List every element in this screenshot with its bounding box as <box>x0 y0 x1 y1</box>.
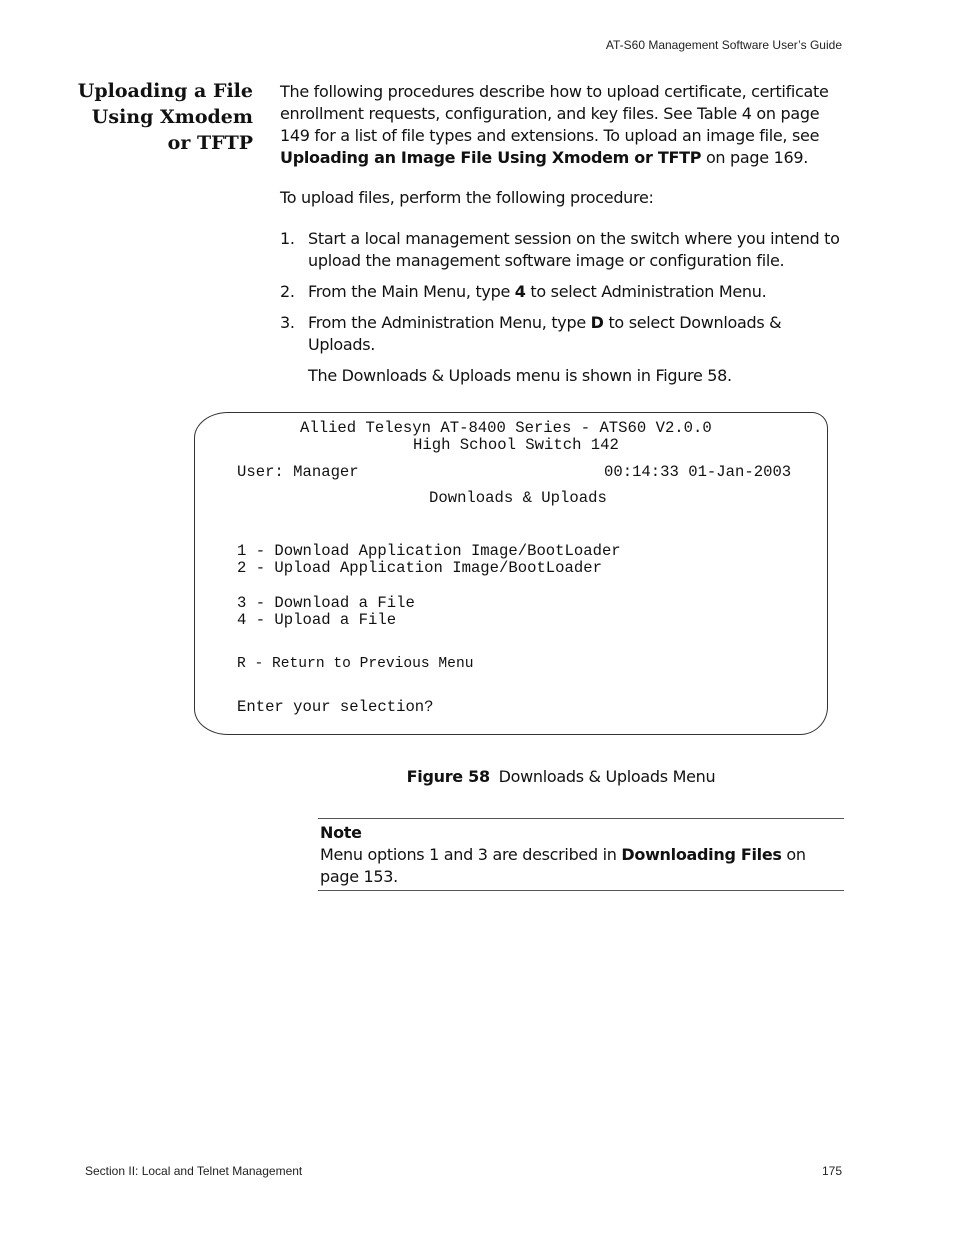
note-box <box>318 818 844 891</box>
section-heading-line1: Uploading a File <box>77 80 253 102</box>
note-title: Note <box>320 823 362 842</box>
menu-option-3[interactable]: 3 - Download a File <box>237 594 415 612</box>
figure-reference: The Downloads & Uploads menu is shown in Figure 58. <box>308 366 732 385</box>
section-heading-line2: Using Xmodem <box>91 106 253 128</box>
intro-xref-link[interactable]: Uploading an Image File Using Xmodem or TFTP <box>280 148 702 167</box>
note-xref-link[interactable]: Downloading Files <box>621 845 782 864</box>
step-text: From the Main Menu, type <box>308 282 515 301</box>
screen-user: User: Manager <box>237 463 359 481</box>
intro-text1: The following procedures describe how to upload certificate, certificate enrollment requests, configuration, and key files. See Table 4 on page 149 for a list of file types and extensions. To upload an image file, see <box>280 82 829 145</box>
screen-switch-name: High School Switch 142 <box>413 436 619 454</box>
screen-datetime: 00:14:33 01-Jan-2003 <box>604 463 792 481</box>
step-text-post: to select Downloads & Uploads. <box>308 313 782 354</box>
procedure-steps <box>280 228 846 365</box>
step-number: 3. <box>280 313 295 332</box>
step-number: 1. <box>280 229 295 248</box>
note-text2: on page 153. <box>320 845 806 886</box>
menu-option-1[interactable]: 1 - Download Application Image/BootLoader <box>237 542 621 560</box>
section-heading-line3: or TFTP <box>167 132 253 154</box>
menu-option-4[interactable]: 4 - Upload a File <box>237 611 397 629</box>
intro-text2: on page 169. <box>701 148 809 167</box>
screen-menu-title: Downloads & Uploads <box>429 489 607 507</box>
step-key: 4 <box>514 282 526 301</box>
step-number: 2. <box>280 282 295 301</box>
step-text-post: to select Administration Menu. <box>525 282 767 301</box>
selection-prompt[interactable]: Enter your selection? <box>237 698 434 716</box>
menu-option-return[interactable]: R - Return to Previous Menu <box>237 656 474 672</box>
step-key: D <box>590 313 604 332</box>
figure-caption-text: Downloads & Uploads Menu <box>498 767 716 786</box>
screen-title: Allied Telesyn AT-8400 Series - ATS60 V2.0.0 <box>300 419 712 437</box>
footer-section: Section II: Local and Telnet Management <box>85 1164 303 1178</box>
page-number: 175 <box>821 1164 842 1178</box>
procedure-lead: To upload files, perform the following procedure: <box>280 188 654 207</box>
step-1 <box>280 228 846 272</box>
step-2 <box>280 281 846 303</box>
step-3 <box>280 312 846 356</box>
figure-caption <box>0 767 954 786</box>
step-text: Start a local management session on the switch where you intend to upload the management software image or configuration file. <box>308 229 840 270</box>
figure-label: Figure 58 <box>406 767 490 786</box>
note-text1: Menu options 1 and 3 are described in <box>320 845 622 864</box>
running-header: AT-S60 Management Software User’s Guide <box>605 38 842 52</box>
menu-option-2[interactable]: 2 - Upload Application Image/BootLoader <box>237 559 602 577</box>
note-body <box>320 844 844 888</box>
section-heading <box>60 78 253 156</box>
intro-paragraph <box>280 81 846 169</box>
step-text: From the Administration Menu, type <box>308 313 591 332</box>
